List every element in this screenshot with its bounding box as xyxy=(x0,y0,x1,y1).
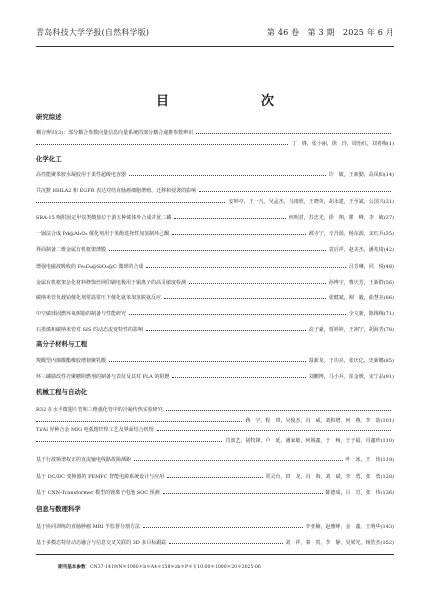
dot-leader xyxy=(109,250,326,251)
entry-title: 石墨烯和碳纳米管对 SIS 的动态流变特性的影响 xyxy=(36,326,144,333)
dot-leader xyxy=(129,175,326,176)
dot-leader xyxy=(157,430,391,431)
entry-title: 一锅法合成 Pd@Al₂O₃ 催化剂用于苯酚选择性加氢制环己酮 xyxy=(36,230,170,237)
entry-title: 碳纳米管负载铂催化剂常温常压下催化氨苯加氢脱氨反应 xyxy=(36,294,162,301)
section-heading: 机械工程与自动化 xyxy=(36,388,88,396)
dot-leader xyxy=(164,298,326,299)
dot-leader xyxy=(36,441,222,442)
dot-leader xyxy=(36,421,242,422)
toc-page xyxy=(36,0,394,603)
dot-leader xyxy=(169,543,282,544)
entry-authors-page: 吕芳琳，同 悦(48) xyxy=(348,263,394,270)
entry-authors-page: 全文新，陈梅梅(71) xyxy=(348,310,394,317)
entry-title: 耦合辨识(3)：部分耦合参数向量信息向量系统的部分耦合递推参数辨识 xyxy=(36,129,194,136)
journal-parameters xyxy=(58,564,261,571)
entry-authors-page: 陈德成，吕 岩，张 伟(136) xyxy=(325,489,394,496)
entry-authors-page: 肖波艺，胡牧锋，卢 延，潘家敏，何锡鑫，于 畅，王子福，肖鑫珍(110) xyxy=(225,437,394,444)
entry-authors-page: 丁 锋，张小丽，徐 玲，周怡红，刘喜梅(1) xyxy=(291,140,394,147)
entry-authors-page: 刘鹏博，马小兵，崔金媛，宋宁品(91) xyxy=(308,373,394,380)
dot-leader xyxy=(146,267,345,268)
parameters-label: 期刊基本参数 xyxy=(58,565,86,570)
entry-title: 金属有机框架杂化材料修饰丝网印刷电极用于铜离子的高灵敏度检测 xyxy=(36,279,187,286)
entry-title: 基于行波频谱权正的直流输电线路故障测距 xyxy=(36,456,132,463)
entry-title: 增强电磁波吸收的 Fe₃O₄@SiO₂@C 微球的合成 xyxy=(36,263,144,270)
dot-leader xyxy=(166,410,391,411)
section-heading: 高分子材料与工程 xyxy=(36,340,88,348)
dot-leader xyxy=(109,361,306,362)
parameters-text: ：CN37-1419/N＊1980＊b＊A4＊158＊zh＊P＊￥10.00＊1000＊20＊2025-06 xyxy=(85,565,261,570)
section-heading: 信息与数理科学 xyxy=(36,505,81,513)
entry-title: SBA-15 吸附固定甲烷类酸盐位于游五种烯体外合成并优二磷 xyxy=(36,214,172,221)
dot-leader xyxy=(196,133,391,134)
page-title: 目 次 xyxy=(155,94,296,109)
entry-authors-page: 李亚楠，赵雅峥，金 鑫，王明华(143) xyxy=(305,523,394,530)
section-heading: 化学化工 xyxy=(36,155,62,163)
entry-title: 基于 DC/DC 变换器的 PEMFC 智能电源系统设计与应用 xyxy=(36,473,165,480)
dot-leader xyxy=(167,477,262,478)
section-heading: 研究综述 xyxy=(36,113,62,121)
dot-leader xyxy=(134,460,343,461)
footer-rule xyxy=(36,554,394,555)
entry-title: 中空碳球固燃环氧树脂的制备与性能研究 xyxy=(36,310,127,317)
running-header xyxy=(36,26,394,40)
dot-leader xyxy=(199,191,391,192)
dot-leader xyxy=(129,314,346,315)
entry-title: 高性能聚苯胺水凝胶用于柔性超级电容器 xyxy=(36,171,127,178)
dot-leader xyxy=(36,202,225,203)
dot-leader xyxy=(146,330,306,331)
entry-title: 基于多模态特征动态融合与信息交叉关联的 3D 多目标跟踪 xyxy=(36,539,167,546)
entry-title: 界面制备二维金属有机框架薄膜 xyxy=(36,246,107,253)
entry-title: 共沉默 HHLA2 和 EGFR 表达对结直肠癌细胞增殖、迁移和侵袭的影响 xyxy=(36,187,197,194)
entry-authors-page: 张健斌，刚 毅，曲慧亮(66) xyxy=(328,294,394,301)
dot-leader xyxy=(143,527,303,528)
entry-title: 基于协同训练的直肠肿瘤 MRI 半监督分割方法 xyxy=(36,523,141,530)
entry-title: 羧酸型丙烯酸酯橡胶增韧聚乳酸 xyxy=(36,357,107,364)
header-rule xyxy=(36,46,394,47)
entry-authors-page: 许 敏，王新勤，高凤仙(14) xyxy=(328,171,394,178)
entry-authors-page: 孙博宇，曹庆芳，王新群(56) xyxy=(328,279,394,286)
dot-leader xyxy=(172,234,306,235)
entry-authors-page: 高子豪，贾婷婷，王翊宁，胡海青(78) xyxy=(308,326,394,333)
dot-leader xyxy=(36,144,288,145)
entry-authors-page: 郝寺宁，辛丹源，杨东源，宋红兵(35) xyxy=(308,230,394,237)
entry-title: 基于 CNN-Transformer 模型的锂离子电池 SOC 预测 xyxy=(36,489,160,496)
dot-leader xyxy=(174,218,285,219)
entry-authors-page: 蒋 宇，程 琪，吴俊杰，冯 威，刘柏增，何 燕，李 韵(101) xyxy=(245,417,394,424)
entry-title: 环三磷腈改性壳聚糖阻燃剂的制备与表征及其对 PLA 的阻燃 xyxy=(36,373,170,380)
entry-authors-page: 袁启祥，赵美杰，潘兆琦(42) xyxy=(328,246,394,253)
entry-title: R32 在水平微翅片管和三维强化管中的冷凝传热实验研究 xyxy=(36,406,163,413)
entry-title: Ti/Al 异种合金 MIG 电弧熔钎焊工艺及界面结合机理 xyxy=(36,426,154,433)
entry-authors-page: 常灵台，田 龙，冯 海，刘 斌，李 勇，张 勇(128) xyxy=(265,473,394,480)
entry-authors-page: 安婷亭，王一凡，吴孟杰，马雨欣，王晓英，胡永建，王至斌，公国兴(21) xyxy=(228,198,394,205)
entry-authors-page: 叶 冰，王 伟(119) xyxy=(345,456,394,463)
dot-leader xyxy=(163,493,323,494)
entry-authors-page: 刘 祥，秦 贺，李 静，吴梁光，杨浩杰(152) xyxy=(285,539,394,546)
issue-info: 第 46 卷 第 3 期 2025 年 6 月 xyxy=(266,28,394,37)
dot-leader xyxy=(172,377,305,378)
entry-authors-page: 何明君，苏忠光，徐 翔，瞿 峰，李 敏(27) xyxy=(288,214,394,221)
entry-authors-page: 温新龙，王功亮，张庆亿，史新娜(85) xyxy=(308,357,394,364)
dot-leader xyxy=(189,283,326,284)
journal-name: 青岛科技大学学报(自然科学版) xyxy=(36,28,150,37)
